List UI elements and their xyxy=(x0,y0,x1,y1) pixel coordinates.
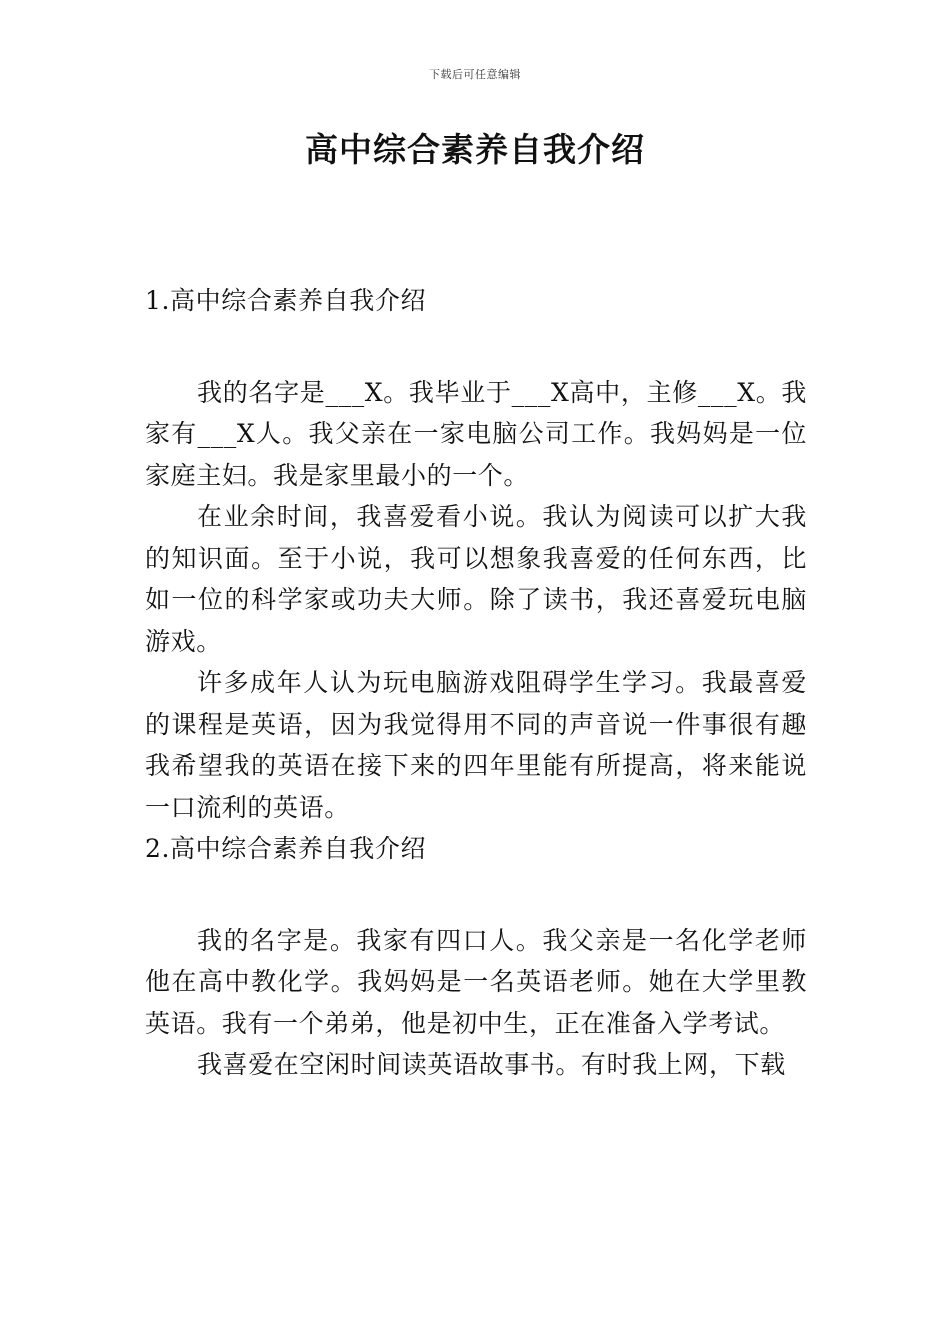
document-body xyxy=(145,280,807,1086)
section-spacer xyxy=(145,322,807,372)
section-heading-1: 1.高中综合素养自我介绍 xyxy=(145,286,427,315)
section-heading-2: 2.高中综合素养自我介绍 xyxy=(145,834,427,863)
paragraph: 许多成年人认为玩电脑游戏阻碍学生学习。我最喜爱的课程是英语，因为我觉得用不同的声音说一件事很有趣我希望我的英语在接下来的四年里能有所提高，将来能说一口流利的英语。 xyxy=(145,668,807,822)
paragraph: 在业余时间，我喜爱看小说。我认为阅读可以扩大我的知识面。至于小说，我可以想象我喜爱的任何东西，比如一位的科学家或功夫大师。除了读书，我还喜爱玩电脑游戏。 xyxy=(145,502,807,656)
paragraph: 我的名字是。我家有四口人。我父亲是一名化学老师他在高中教化学。我妈妈是一名英语老师。她在大学里教英语。我有一个弟弟，他是初中生，正在准备入学考试。 xyxy=(145,925,807,1038)
document-title: 高中综合素养自我介绍 xyxy=(305,130,645,169)
header-note: 下载后可任意编辑 xyxy=(429,68,521,81)
section-spacer xyxy=(145,870,807,920)
paragraph: 我喜爱在空闲时间读英语故事书。有时我上网，下载 xyxy=(197,1050,786,1079)
paragraph: 我的名字是___X。我毕业于___X高中，主修___X。我家有___X人。我父亲在一家电脑公司工作。我妈妈是一位家庭主妇。我是家里最小的一个。 xyxy=(145,377,807,490)
